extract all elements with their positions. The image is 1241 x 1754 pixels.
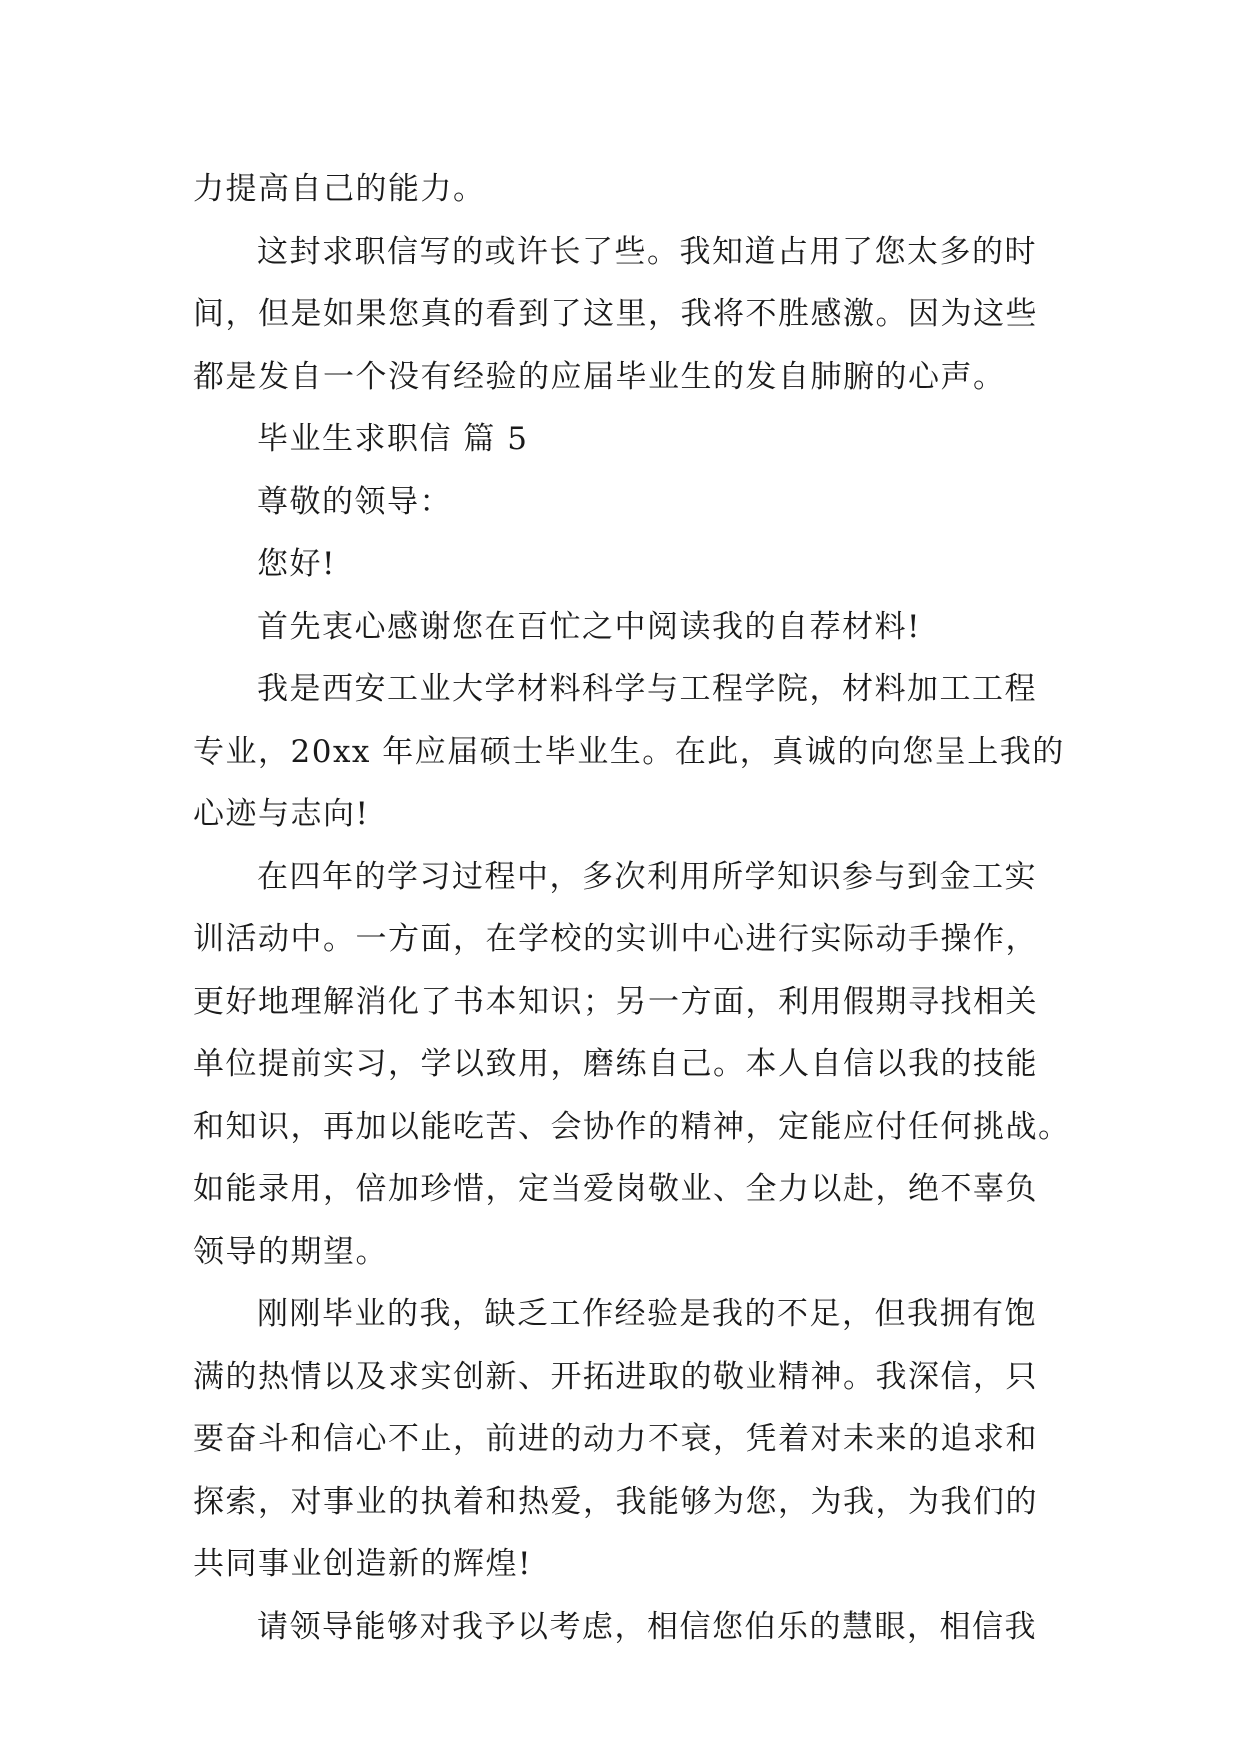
text-line: 共同事业创造新的辉煌! bbox=[193, 1546, 532, 1582]
text-line: 力提高自己的能力。 bbox=[193, 171, 486, 207]
text-line: 更好地理解消化了书本知识；另一方面，利用假期寻找相关 bbox=[193, 983, 1038, 1020]
text-line: 您好! bbox=[257, 546, 336, 582]
text-line: 领导的期望。 bbox=[193, 1233, 388, 1270]
text-line: 探索，对事业的执着和热爱，我能够为您，为我，为我们的 bbox=[193, 1483, 1038, 1520]
text-line: 这封求职信写的或许长了些。我知道占用了您太多的时 bbox=[257, 233, 1037, 270]
text-line: 刚刚毕业的我，缺乏工作经验是我的不足，但我拥有饱 bbox=[257, 1296, 1037, 1332]
letter-body bbox=[193, 158, 1071, 1658]
text-line: 尊敬的领导： bbox=[257, 483, 452, 520]
text-line: 要奋斗和信心不止，前进的动力不衰，凭着对未来的追求和 bbox=[193, 1421, 1038, 1457]
text-line: 如能录用，倍加珍惜，定当爱岗敬业、全力以赴，绝不辜负 bbox=[193, 1171, 1038, 1207]
text-line: 训活动中。一方面，在学校的实训中心进行实际动手操作， bbox=[193, 921, 1038, 957]
text-line: 都是发自一个没有经验的应届毕业生的发自肺腑的心声。 bbox=[193, 358, 1006, 395]
text-line: 专业，20xx 年应届硕士毕业生。在此，真诚的向您呈上我的 bbox=[193, 733, 1065, 770]
text-line: 和知识，再加以能吃苦、会协作的精神，定能应付任何挑战。 bbox=[193, 1108, 1071, 1145]
text-line: 心迹与志向! bbox=[193, 796, 370, 832]
text-line: 我是西安工业大学材料科学与工程学院，材料加工工程 bbox=[257, 671, 1037, 707]
text-line: 首先衷心感谢您在百忙之中阅读我的自荐材料! bbox=[257, 608, 921, 645]
text-line: 满的热情以及求实创新、开拓进取的敬业精神。我深信，只 bbox=[193, 1358, 1038, 1395]
text-line: 毕业生求职信 篇 5 bbox=[257, 421, 529, 457]
text-line: 间，但是如果您真的看到了这里，我将不胜感激。因为这些 bbox=[193, 296, 1038, 332]
text-line: 请领导能够对我予以考虑，相信您伯乐的慧眼，相信我 bbox=[257, 1608, 1037, 1645]
text-line: 在四年的学习过程中，多次利用所学知识参与到金工实 bbox=[257, 858, 1037, 895]
text-line: 单位提前实习，学以致用，磨练自己。本人自信以我的技能 bbox=[193, 1046, 1038, 1082]
